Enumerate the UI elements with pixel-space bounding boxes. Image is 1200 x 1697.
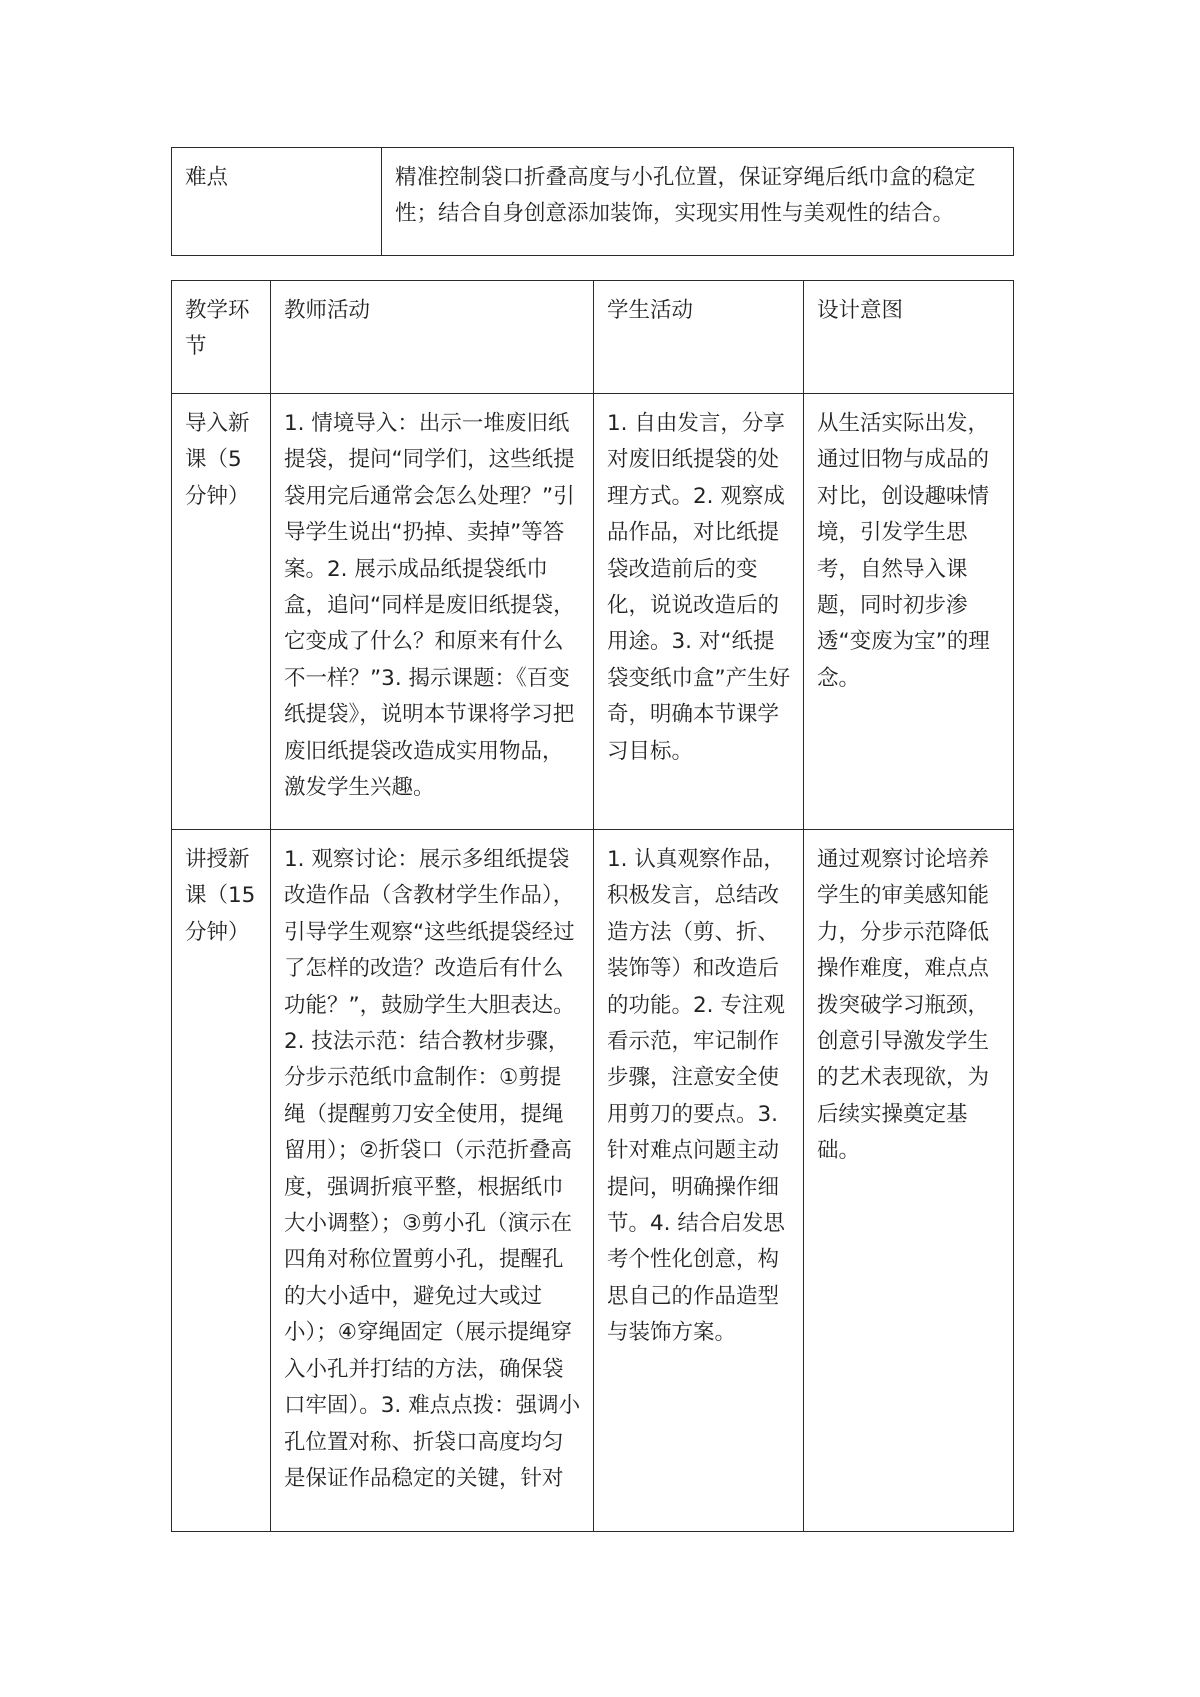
teacher-activity-cell — [271, 394, 594, 830]
lesson-plan-table — [171, 280, 1014, 1532]
student-activity-cell — [594, 830, 804, 1532]
stage-text: 讲授新课（15分钟） — [185, 847, 256, 945]
teacher-activity-text: 1. 情境导入：出示一堆废旧纸提袋，提问“同学们，这些纸提袋用完后通常会怎么处理？”引导学生说出“扔掉、卖掉”等答案。2. 展示成品纸提袋纸巾盒，追问“同样是废旧纸提袋，它变成了什么？和原来有什么不一样？”3. 揭示课题：《百变纸提袋》，说明本节课将学习把废旧纸提袋改造成实用物品，激发学生兴趣。 — [284, 411, 575, 801]
table-header-row — [172, 281, 1014, 394]
header-student — [594, 281, 804, 394]
design-intent-text: 通过观察讨论培养学生的审美感知能力，分步示范降低操作难度，难点点拨突破学习瓶颈，创意引导激发学生的艺术表现欲，为后续实操奠定基础。 — [817, 847, 990, 1164]
difficulty-label: 难点 — [185, 165, 229, 190]
design-intent-cell — [804, 394, 1014, 830]
student-activity-cell — [594, 394, 804, 830]
header-intent — [804, 281, 1014, 394]
difficulty-table — [171, 147, 1014, 256]
difficulty-row — [172, 148, 1014, 256]
stage-text: 导入新课（5分钟） — [185, 411, 250, 509]
student-activity-text: 1. 自由发言，分享对废旧纸提袋的处理方式。2. 观察成品作品，对比纸提袋改造前后的变化，说说改造后的用途。3. 对“纸提袋变纸巾盒”产生好奇，明确本节课学习目标。 — [607, 411, 791, 764]
student-activity-text: 1. 认真观察作品，积极发言，总结改造方法（剪、折、装饰等）和改造后的功能。2. 专注观看示范，牢记制作步骤，注意安全使用剪刀的要点。3. 针对难点问题主动提问，明确操作细节。4. 结合启发思考个性化创意，构思自己的作品造型与装饰方案。 — [607, 847, 785, 1346]
header-stage-label: 教学环节 — [185, 298, 250, 360]
table-row — [172, 394, 1014, 830]
teacher-activity-text: 1. 观察讨论：展示多组纸提袋改造作品（含教材学生作品），引导学生观察“这些纸提袋经过了怎样的改造？改造后有什么功能？”，鼓励学生大胆表达。2. 技法示范：结合教材步骤，分步示范纸巾盒制作：①剪提绳（提醒剪刀安全使用，提绳留用）；②折袋口（示范折叠高度，强调折痕平整，根据纸巾大小调整）；③剪小孔（演示在四角对称位置剪小孔，提醒孔的大小适中，避免过大或过小）；④穿绳固定（展示提绳穿入小孔并打结的方法，确保袋口牢固）。3. 难点点拨：强调小孔位置对称、折袋口高度均匀是保证作品稳定的关键，针对 — [284, 847, 581, 1491]
stage-cell — [172, 830, 271, 1532]
design-intent-cell — [804, 830, 1014, 1532]
design-intent-text: 从生活实际出发，通过旧物与成品的对比，创设趣味情境，引发学生思考，自然导入课题，同时初步渗透“变废为宝”的理念。 — [817, 411, 990, 691]
difficulty-label-cell — [172, 148, 382, 256]
header-teacher-label: 教师活动 — [284, 298, 371, 323]
stage-cell — [172, 394, 271, 830]
header-stage — [172, 281, 271, 394]
difficulty-content: 精准控制袋口折叠高度与小孔位置，保证穿绳后纸巾盒的稳定性；结合自身创意添加装饰，实现实用性与美观性的结合。 — [395, 165, 976, 227]
header-teacher — [271, 281, 594, 394]
header-intent-label: 设计意图 — [817, 298, 904, 323]
header-student-label: 学生活动 — [607, 298, 694, 323]
difficulty-content-cell — [382, 148, 1014, 256]
table-row — [172, 830, 1014, 1532]
teacher-activity-cell — [271, 830, 594, 1532]
